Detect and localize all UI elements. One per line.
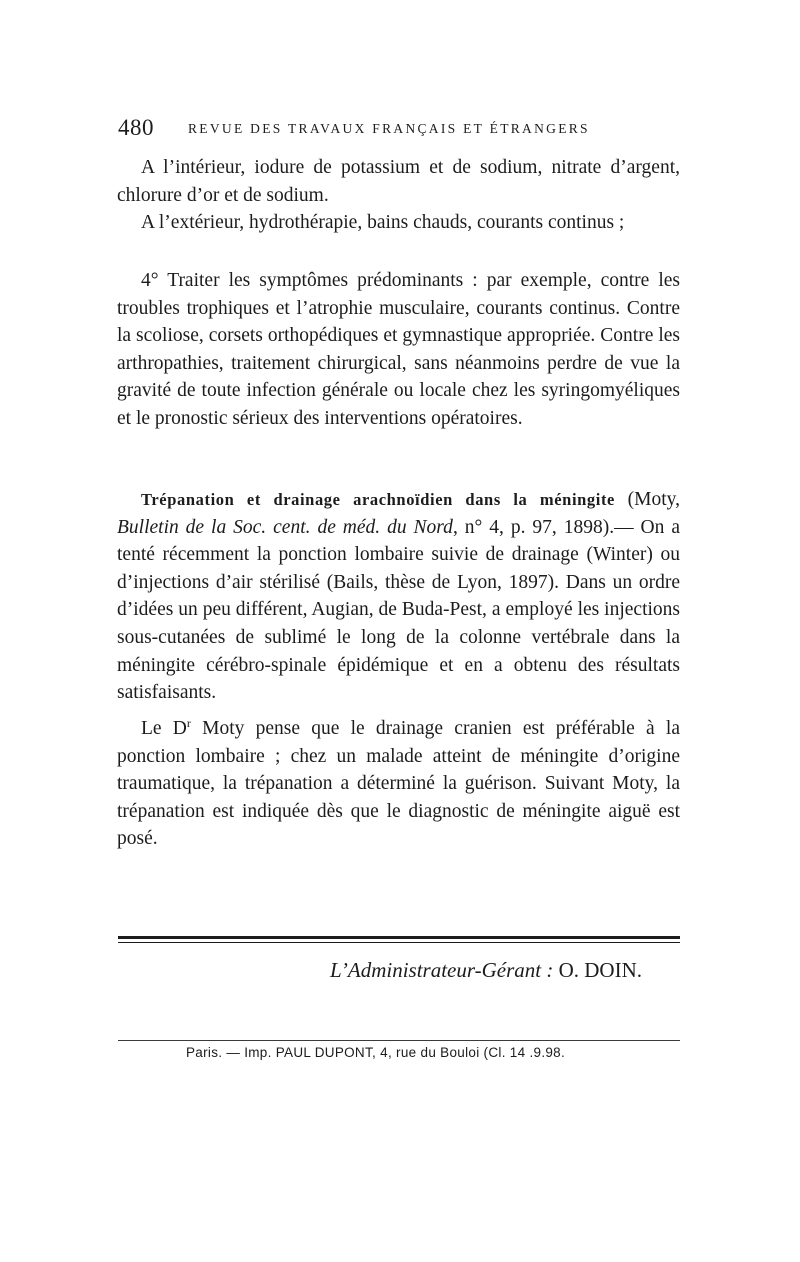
paragraph-interieur: A l’intérieur, iodure de potassium et de sodium, nitrate d’argent, chlorure d’or et de sodium.: [117, 157, 680, 206]
signature-name: O. DOIN.: [553, 958, 642, 982]
printer-imprint: Paris. — Imp. PAUL DUPONT, 4, rue du Bouloi (Cl. 14 .9.98.: [186, 1045, 566, 1060]
imprint-rule: [118, 1040, 680, 1041]
paragraph-exterieur: A l’extérieur, hydrothérapie, bains chauds, courants continus ;: [141, 212, 625, 233]
article-body: — On a tenté récemment la ponction lombaire suivie de drainage (Winter) ou d’injections d’air stérilisé (Bails, thèse de Lyon, 1897). Dans un ordre d’idées un peu différent, Augian, de Buda-Pest, a employé les injections sous-cutanées de sublimé le long de la colonne vertébrale dans la méningite cérébro-spinale épidémique et en a obtenu des résultats satisfaisants.: [117, 516, 680, 704]
doctor-prefix: Le D: [141, 718, 187, 739]
page-number: 480: [118, 115, 154, 140]
closing-rule-thin: [118, 942, 680, 943]
article-citation: , n° 4, p. 97, 1898).: [452, 516, 615, 538]
signature: [118, 955, 642, 985]
running-title: REVUE DES TRAVAUX FRANÇAIS ET ÉTRANGERS: [188, 121, 590, 136]
article-conclusion: Moty pense que le drainage cranien est préférable à la ponction lombaire ; chez un malade atteint de méningite d’origine traumatique, la trépanation a déterminé la guérison. Suivant Moty, la trépanation est indiquée dès que le diagnostic de méningite aiguë est posé.: [117, 718, 680, 850]
article-paragraph: [117, 486, 680, 707]
article-title: Trépanation et drainage arachnoïdien dans la méningite: [141, 490, 615, 509]
closing-rule-thick: [118, 936, 680, 939]
article-journal: Bulletin de la Soc. cent. de méd. du Nord: [117, 516, 453, 538]
article-author: (Moty,: [627, 489, 680, 510]
running-head: [118, 112, 678, 144]
paragraph-symptomes: 4° Traiter les symptômes prédominants : par exemple, contre les troubles trophiques et l’atrophie musculaire, courants continus. Contre la scoliose, corsets orthopédiques et gymnastique appropriée. Contre les arthropathies, traitement chirurgical, sans néanmoins perdre de vue la gravité de toute infection générale ou locale chez les syringomyéliques et le pronostic sérieux des interventions opératoires.: [117, 270, 680, 429]
closing-rule: [118, 936, 680, 943]
article-paragraph-moty: [117, 715, 680, 853]
doctor-superscript: r: [186, 716, 191, 730]
signature-role: L’Administrateur-Gérant :: [329, 958, 554, 982]
